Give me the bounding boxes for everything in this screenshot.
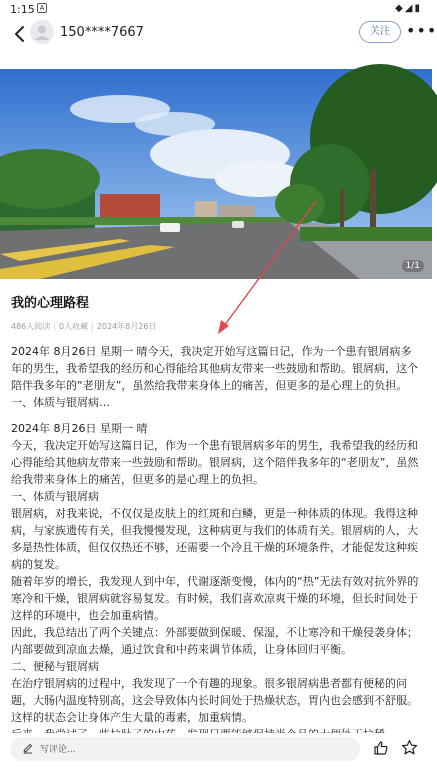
comment-input[interactable] (10, 737, 360, 761)
status-icons (395, 3, 422, 14)
body-paragraph: 在治疗银屑病的过程中，我发现了一个有趣的现象。很多银屑病患者都有便秘的问题，大肠内温度特别高，这会导致体内长时间处于热燥状态，胃内也会感到不舒服。这样的状态会让身体产生大量的毒素，加重病情。 (11, 677, 418, 724)
post-body (11, 343, 421, 743)
post-title: 我的心理路程 (11, 296, 90, 311)
meta-divider: | (53, 322, 56, 331)
back-arrow-icon[interactable] (8, 22, 32, 46)
bottom-action-bar (0, 733, 432, 768)
comment-placeholder: 写评论... (40, 745, 76, 755)
pencil-icon (22, 742, 34, 754)
post-meta (11, 321, 156, 332)
status-time: 1:15 (10, 3, 35, 16)
body-paragraph: 今天，我决定开始写这篇日记，作为一个患有银屑病多年的男生，我希望我的经历和心得能给其他病友带来一些鼓励和帮助。银屑病，这个陪伴我多年的“老朋友”，虽然给我带来身体上的痛苦，但更多的是心理上的负担。 (11, 439, 419, 486)
favorite-count: 0人收藏 (58, 322, 89, 331)
road-scene-image (0, 69, 432, 279)
section-heading: 一、体质与银屑病 (11, 490, 99, 503)
status-bar (0, 0, 432, 18)
meta-divider: | (91, 322, 94, 331)
more-options-icon[interactable]: ••• (406, 21, 437, 40)
follow-button[interactable]: 关注 (359, 21, 401, 43)
battery-icon: ▮ (414, 3, 422, 14)
star-icon[interactable] (401, 739, 418, 756)
read-count: 486人阅读 (11, 322, 51, 331)
body-paragraph: 因此，我总结出了两个关键点：外部要做到保暖、保湿，不让寒冷和干燥侵袭身体；内部要做到凉血去燥，通过饮食和中药来调节体质，让身体回归平衡。 (11, 626, 418, 656)
body-paragraph: 银屑病，对我来说，不仅仅是皮肤上的红斑和白鳞，更是一种体质的体现。我得这种病，与家族遗传有关，但我慢慢发现，这种病更与我们的体质有关。银屑病的人，大多是热性体质，但仅仅热还不够，还需要一个冷且干燥的环境条件，才能促发这种疾病的复发。 (11, 507, 418, 571)
summary-paragraph: 2024年 8月26日 星期一 晴今天，我决定开始写这篇日记，作为一个患有银屑病多年的男生，我希望我的经历和心得能给其他病友带来一些鼓励和帮助。银屑病，这个陪伴我多年的“老朋友”，虽然给我带来身体上的痛苦，但更多的是心理上的负担。一、体质与银屑病… (11, 345, 418, 409)
diary-date-line: 2024年 8月26日 星期一 晴 (11, 422, 148, 435)
image-counter: 1/1 (402, 260, 424, 272)
thumbs-up-icon[interactable] (373, 740, 389, 756)
post-date: 2024年8月26日 (96, 322, 157, 331)
signal-icon: ◢ (404, 3, 415, 14)
body-paragraph: 随着年岁的增长，我发现人到中年，代谢逐渐变慢，体内的“热”无法有效对抗外界的寒冷和干燥，银屑病就容易复发。有时候，我们喜欢凉爽干燥的环境，但长时间处于这样的环境中，也会加重病情。 (11, 575, 419, 622)
notification-icon: A (37, 3, 47, 13)
wifi-icon: ◆ (395, 3, 405, 14)
post-photo[interactable] (0, 69, 432, 279)
post-header (0, 18, 437, 52)
author-name[interactable]: 150****7667 (60, 25, 144, 40)
section-heading: 二、便秘与银屑病 (11, 660, 99, 673)
avatar[interactable] (30, 20, 54, 44)
